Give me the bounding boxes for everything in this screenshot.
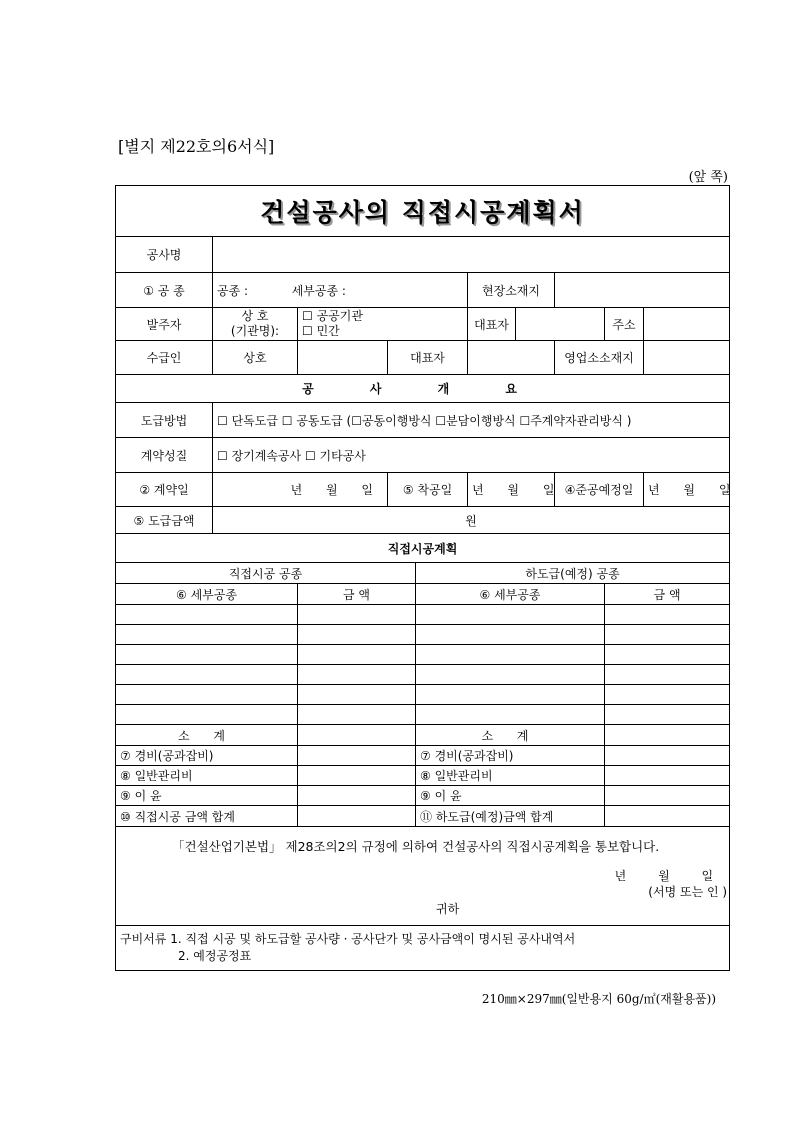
- contract-amount-field[interactable]: 원: [213, 507, 730, 534]
- sub-amount-cell[interactable]: [605, 605, 730, 625]
- form-title: 건설공사의 직접시공계획서: [260, 198, 585, 227]
- attachments-line1: [120, 931, 725, 948]
- form-title-cell: [116, 186, 730, 237]
- start-date-field[interactable]: 년 월 일: [468, 473, 555, 507]
- direct-amount-cell[interactable]: [298, 625, 416, 645]
- table-row: [116, 665, 730, 685]
- work-type-label: ① 공 종: [116, 273, 213, 308]
- site-location-label: 현장소재지: [468, 273, 555, 308]
- direct-section-header: 직접시공 공종: [116, 563, 416, 584]
- sub-amount-col: 금 액: [605, 584, 730, 605]
- work-subtype-text: 세부공종 :: [291, 283, 346, 298]
- sub-detail-cell[interactable]: [416, 645, 605, 665]
- direct-detail-cell[interactable]: [116, 705, 298, 725]
- contractor-rep-label: 대표자: [388, 341, 468, 375]
- notice-section: [116, 827, 730, 926]
- direct-detail-cell[interactable]: [116, 665, 298, 685]
- direct-overhead-label: ⑧ 일반관리비: [116, 766, 298, 786]
- sub-detail-col: ⑥ 세부공종: [416, 584, 605, 605]
- direct-profit-field[interactable]: [298, 786, 416, 806]
- sub-detail-cell[interactable]: [416, 705, 605, 725]
- direct-total-field[interactable]: [298, 806, 416, 827]
- client-type-options: [298, 308, 468, 341]
- sub-overhead-field[interactable]: [605, 766, 730, 786]
- project-name-label: 공사명: [116, 237, 213, 273]
- contract-method-label: 도급방법: [116, 403, 213, 438]
- direct-subtotal-field[interactable]: [298, 725, 416, 746]
- direct-detail-cell[interactable]: [116, 685, 298, 705]
- notice-text: 「건설산업기본법」 제28조의2의 규정에 의하여 건설공사의 직접시공계획을 통보합니다.: [172, 839, 660, 854]
- sub-detail-cell[interactable]: [416, 605, 605, 625]
- contractor-firm-field[interactable]: [298, 341, 388, 375]
- plan-header: 직접시공계획: [116, 534, 730, 563]
- table-row: [116, 685, 730, 705]
- direct-amount-cell[interactable]: [298, 645, 416, 665]
- client-rep-label: 대표자: [468, 308, 516, 341]
- direct-subtotal-label: 소 계: [116, 725, 298, 746]
- direct-profit-label: ⑨ 이 윤: [116, 786, 298, 806]
- sub-overhead-label: ⑧ 일반관리비: [416, 766, 605, 786]
- sub-amount-cell[interactable]: [605, 685, 730, 705]
- attachments-label: 구비서류: [120, 932, 167, 946]
- contract-date-field[interactable]: 년 월 일: [213, 473, 388, 507]
- attachments-section: [116, 926, 730, 971]
- page-side-label: (앞 쪽): [688, 170, 728, 185]
- construction-plan-form: [115, 185, 741, 971]
- contractor-firm-label: 상호: [213, 341, 298, 375]
- client-firm-label: [213, 308, 298, 341]
- site-location-field[interactable]: [555, 273, 730, 308]
- direct-amount-col: 금 액: [298, 584, 416, 605]
- sub-total-label: ⑪ 하도급(예정)금액 합계: [416, 806, 605, 827]
- notice-recipient: 귀하: [436, 902, 460, 916]
- direct-detail-cell[interactable]: [116, 625, 298, 645]
- direct-detail-col: ⑥ 세부공종: [116, 584, 298, 605]
- table-row: [116, 705, 730, 725]
- client-firm-label-line1: 상 호: [241, 309, 269, 323]
- client-address-label: 주소: [605, 308, 644, 341]
- direct-expense-label: ⑦ 경비(공과잡비): [116, 746, 298, 766]
- direct-detail-cell[interactable]: [116, 605, 298, 625]
- direct-amount-cell[interactable]: [298, 685, 416, 705]
- sub-section-header: 하도급(예정) 공종: [416, 563, 730, 584]
- paper-size-footer: 210㎜×297㎜(일반용지 60g/㎡(재활용품)): [481, 992, 716, 1006]
- contract-nature-options[interactable]: ☐ 장기계속공사 ☐ 기타공사: [213, 438, 730, 473]
- attachments-item1: 1. 직접 시공 및 하도급할 공사량 · 공사단가 및 공사금액이 명시된 공사내역서: [170, 932, 576, 946]
- overview-header: 공 사 개 요: [116, 375, 730, 403]
- notice-signature[interactable]: (서명 또는 인 ): [648, 885, 728, 899]
- sub-profit-label: ⑨ 이 윤: [416, 786, 605, 806]
- form-number: [별지 제22호의6서식]: [118, 137, 275, 156]
- direct-amount-cell[interactable]: [298, 605, 416, 625]
- notice-date[interactable]: 년 월 일: [614, 869, 728, 883]
- sub-subtotal-field[interactable]: [605, 725, 730, 746]
- table-row: [116, 645, 730, 665]
- start-date-label: ⑤ 착공일: [388, 473, 468, 507]
- client-firm-label-line2: (기관명):: [230, 324, 280, 338]
- table-row: [116, 625, 730, 645]
- contractor-label: 수급인: [116, 341, 213, 375]
- contract-amount-label: ⑤ 도급금액: [116, 507, 213, 534]
- sub-expense-field[interactable]: [605, 746, 730, 766]
- sub-amount-cell[interactable]: [605, 645, 730, 665]
- contractor-office-field[interactable]: [644, 341, 730, 375]
- contract-method-options[interactable]: ☐ 단독도급 ☐ 공동도급 (☐공동이행방식 ☐분담이행방식 ☐주계약자관리방식 ): [213, 403, 730, 438]
- direct-overhead-field[interactable]: [298, 766, 416, 786]
- contractor-rep-field[interactable]: [468, 341, 555, 375]
- sub-amount-cell[interactable]: [605, 625, 730, 645]
- table-row: [116, 605, 730, 625]
- sub-profit-field[interactable]: [605, 786, 730, 806]
- sub-detail-cell[interactable]: [416, 685, 605, 705]
- direct-expense-field[interactable]: [298, 746, 416, 766]
- contractor-office-label: 영업소소재지: [555, 341, 644, 375]
- contract-nature-label: 계약성질: [116, 438, 213, 473]
- sub-amount-cell[interactable]: [605, 705, 730, 725]
- completion-date-field[interactable]: 년 월 일: [644, 473, 730, 507]
- client-rep-field[interactable]: [516, 308, 605, 341]
- sub-total-field[interactable]: [605, 806, 730, 827]
- attachments-item2: 2. 예정공정표: [178, 949, 252, 963]
- private-checkbox[interactable]: ☐ 민간: [302, 324, 340, 338]
- direct-amount-cell[interactable]: [298, 705, 416, 725]
- contract-date-label: ② 계약일: [116, 473, 213, 507]
- sub-amount-cell[interactable]: [605, 665, 730, 685]
- completion-date-label: ④준공예정일: [555, 473, 644, 507]
- work-type-field[interactable]: [213, 273, 468, 308]
- direct-total-label: ⑩ 직접시공 금액 합계: [116, 806, 298, 827]
- sub-detail-cell[interactable]: [416, 665, 605, 685]
- project-name-field[interactable]: [213, 237, 730, 273]
- direct-detail-cell[interactable]: [116, 645, 298, 665]
- sub-subtotal-label: 소 계: [416, 725, 605, 746]
- sub-expense-label: ⑦ 경비(공과잡비): [416, 746, 605, 766]
- client-address-field[interactable]: [644, 308, 730, 341]
- direct-amount-cell[interactable]: [298, 665, 416, 685]
- public-org-checkbox[interactable]: ☐ 공공기관: [302, 309, 363, 323]
- work-type-text: 공종 :: [217, 283, 249, 298]
- client-label: 발주자: [116, 308, 213, 341]
- sub-detail-cell[interactable]: [416, 625, 605, 645]
